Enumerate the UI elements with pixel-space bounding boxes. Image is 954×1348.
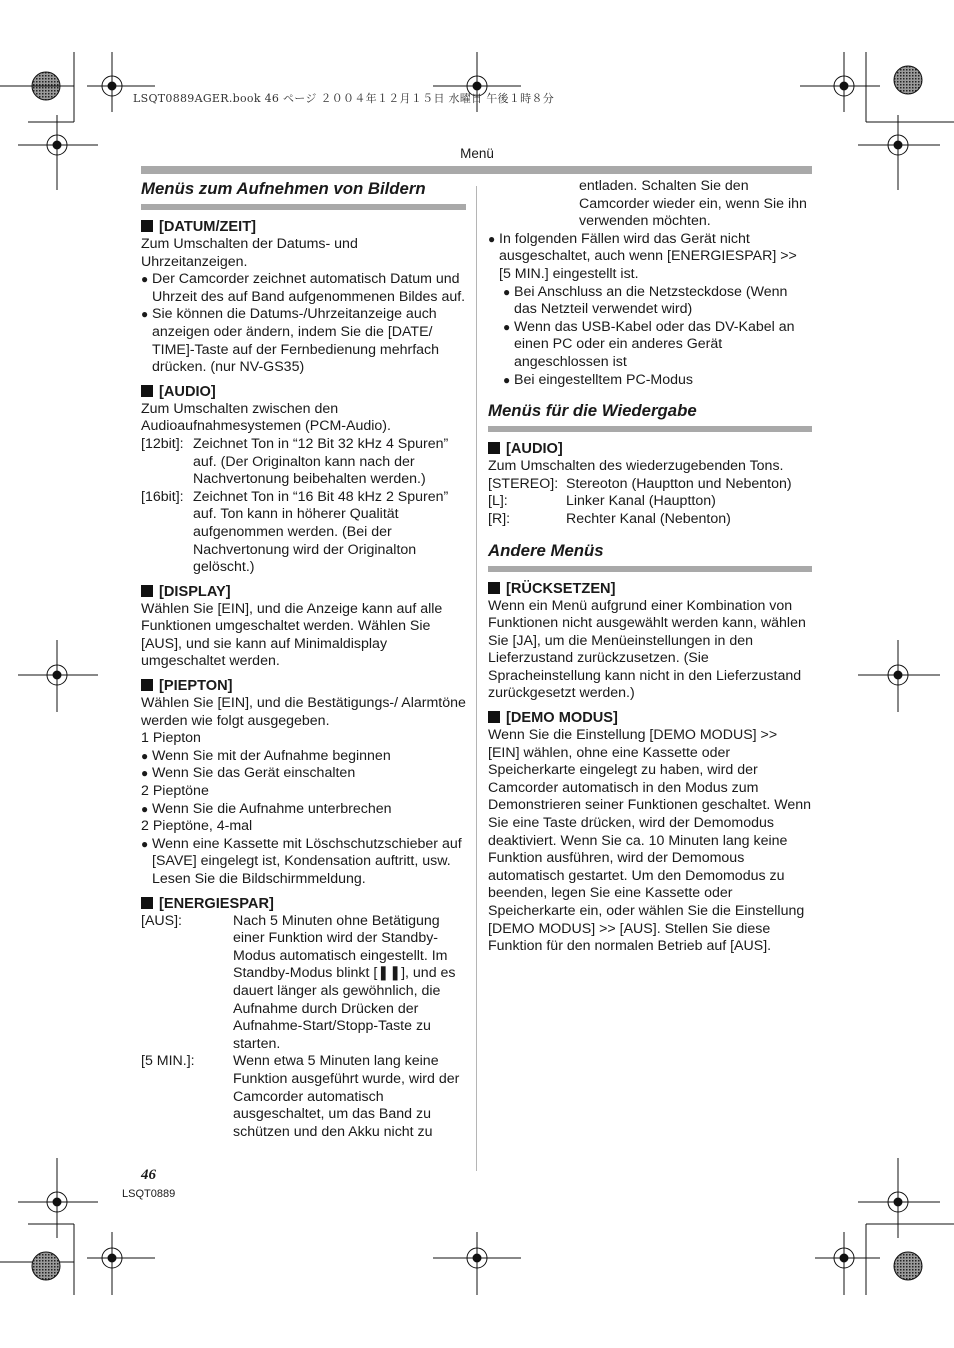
list-item: ● Wenn Sie die Aufnahme unterbrechen: [141, 800, 392, 817]
list-item: ● Bei eingestelltem PC-Modus: [503, 371, 693, 388]
running-head: Menü: [460, 146, 494, 161]
section-title-recording: Menüs zum Aufnehmen von Bildern: [141, 178, 466, 210]
section-title-other: Andere Menüs: [488, 540, 812, 572]
header-rule: [141, 166, 812, 174]
registration-wheel-icon: [894, 1252, 922, 1280]
definition-item: [STEREO]: Stereoton (Hauptton und Nebenton): [488, 475, 792, 492]
section-title-playback: Menüs für die Wiedergabe: [488, 400, 812, 432]
piepton-group: 2 Pieptöne: [141, 783, 209, 800]
heading-demo-modus: [DEMO MODUS]: [488, 709, 812, 727]
square-bullet-icon: [141, 897, 153, 909]
left-column: [141, 178, 466, 1141]
square-bullet-icon: [141, 679, 153, 691]
bullet-icon: ●: [141, 801, 149, 816]
definition-item: [R]: Rechter Kanal (Nebenton): [488, 510, 731, 527]
piepton-intro: Wählen Sie [EIN], und die Bestätigungs-/ Alarmtöne werden wie folgt ausgegeben.: [141, 695, 466, 729]
square-bullet-icon: [488, 442, 500, 454]
square-bullet-icon: [141, 385, 153, 397]
square-bullet-icon: [141, 220, 153, 232]
right-column: [488, 178, 812, 956]
registration-wheel-icon: [894, 66, 922, 94]
energiespar-continuation: entladen. Schalten Sie den Camcorder wieder ein, wenn Sie ihn verwenden möchten.: [579, 178, 807, 230]
reset-text: Wenn ein Menü aufgrund einer Kombination von Funktionen nicht ausgewählt werden kann, wählen Sie [JA], um die Menüeinstellungen in den Lieferzustand zurückzusetzen. (Sie Spracheinstellung kann nicht in den Lieferzustand zurückgesetzt werden.): [488, 597, 806, 702]
list-item: ● Der Camcorder zeichnet automatisch Datum und Uhrzeit des auf Band aufgenommenen Bildes auf.: [141, 271, 466, 305]
square-bullet-icon: [488, 711, 500, 723]
definition-item: [16bit]: Zeichnet Ton in “16 Bit 48 kHz 2 Spuren” auf. Ton kann in höherer Qualität aufgenommen werden. (Bei der Nachvertonung wird der Originalton gelöscht.): [141, 488, 449, 576]
heading-piepton: [PIEPTON]: [141, 677, 466, 695]
heading-ruecksetzen: [RÜCKSETZEN]: [488, 580, 812, 598]
audio-play-intro: Zum Umschalten des wiederzugebenden Tons.: [488, 458, 784, 475]
heading-display: [DISPLAY]: [141, 583, 466, 601]
heading-datum: [DATUM/ZEIT]: [141, 218, 466, 236]
list-item: ● Sie können die Datums-/Uhrzeitanzeige auch anzeigen oder ändern, indem Sie die [DATE/ TIME]-Taste auf der Fernbedienung mehrfach drücken. (nur NV-GS35): [141, 306, 440, 376]
bullet-icon: ●: [141, 272, 149, 287]
list-item: ● Wenn Sie mit der Aufnahme beginnen: [141, 747, 391, 764]
audio-intro: Zum Umschalten zwischen den Audioaufnahmesystemen (PCM-Audio).: [141, 400, 391, 435]
bullet-icon: ●: [141, 836, 149, 851]
list-item: ● In folgenden Fällen wird das Gerät nicht ausgeschaltet, auch wenn [ENERGIESPAR] >> [5 MIN.] eingestellt ist.: [488, 230, 797, 282]
page-number: 46: [141, 1167, 156, 1183]
square-bullet-icon: [141, 585, 153, 597]
definition-item: [L]: Linker Kanal (Hauptton): [488, 493, 716, 510]
datum-intro: Zum Umschalten der Datums- und Uhrzeitanzeigen.: [141, 236, 358, 270]
list-item: ● Wenn eine Kassette mit Löschschutzschieber auf [SAVE] eingelegt ist, Kondensation auftritt, usw. Lesen Sie die Bildschirmmeldung.: [141, 835, 462, 887]
bullet-icon: ●: [141, 766, 149, 781]
piepton-group: 1 Piepton: [141, 730, 201, 747]
piepton-group: 2 Pieptöne, 4-mal: [141, 818, 253, 835]
definition-item: [5 MIN.]: Wenn etwa 5 Minuten lang keine Funktion ausgeführt wurde, wird der Camcorder automatisch ausgeschaltet, um das Band zu schützen und den Akku nicht zu: [141, 1053, 460, 1140]
list-item: ● Bei Anschluss an die Netzsteckdose (Wenn das Netzteil verwendet wird): [503, 283, 788, 318]
demo-text: Wenn Sie die Einstellung [DEMO MODUS] >> [EIN] wählen, ohne eine Kassette oder Speicherkarte eingelegt zu haben, wird der Camcorder automatisch in den Modus zum Demonstrieren seiner Funktionen geschaltet. Wenn Sie eine Taste drücken, wird der Demomodus deaktiviert. Wenn Sie ca. 10 Minuten lang keine Funktion ausführen, wird der Demomous automatisch gestartet. Um den Demomodus zu beenden, legen Sie eine Kassette oder Speicherkarte ein, oder wählen Sie die Einstellung [DEMO MODUS] >> [AUS]. Stellen Sie diese Funktion für den normalen Betrieb auf [AUS].: [488, 727, 812, 955]
square-bullet-icon: [488, 582, 500, 594]
model-code: LSQT0889: [122, 1188, 176, 1200]
bullet-icon: ●: [503, 372, 511, 387]
bullet-icon: ●: [141, 307, 149, 322]
column-divider: [476, 186, 477, 1171]
registration-wheel-icon: [32, 1252, 60, 1280]
bullet-icon: ●: [503, 284, 511, 299]
display-text: Wählen Sie [EIN], und die Anzeige kann auf alle Funktionen umgeschaltet werden. Wählen Sie [AUS], und sie kann auf Minimaldisplay umgeschaltet werden.: [141, 600, 443, 670]
print-header: LSQT0889AGER.book 46 ページ ２００４年１２月１５日 水曜日 午後１時８分: [133, 92, 555, 105]
list-item: ● Wenn das USB-Kabel oder das DV-Kabel an einen PC oder ein anderes Gerät angeschlossen ist: [503, 318, 795, 370]
bullet-icon: ●: [488, 231, 496, 246]
bullet-icon: ●: [141, 748, 149, 763]
definition-item: [12bit]: Zeichnet Ton in “12 Bit 32 kHz 4 Spuren” auf. (Der Originalton kann nach der Nachvertonung beibehalten werden.): [141, 435, 449, 488]
definition-item: [AUS]: Nach 5 Minuten ohne Betätigung einer Funktion wird der Standby-Modus automatisch eingestellt. Im Standby-Modus blinkt [❚❚], und es dauert länger als gewöhnlich, die Aufnahme durch Drücken der Aufnahme-Start/Stopp-Taste zu starten.: [141, 912, 456, 1052]
bullet-icon: ●: [503, 319, 511, 334]
heading-audio-play: [AUDIO]: [488, 440, 812, 458]
list-item: ● Wenn Sie das Gerät einschalten: [141, 765, 356, 782]
heading-energiespar: [ENERGIESPAR]: [141, 895, 466, 913]
heading-audio-rec: [AUDIO]: [141, 383, 466, 401]
